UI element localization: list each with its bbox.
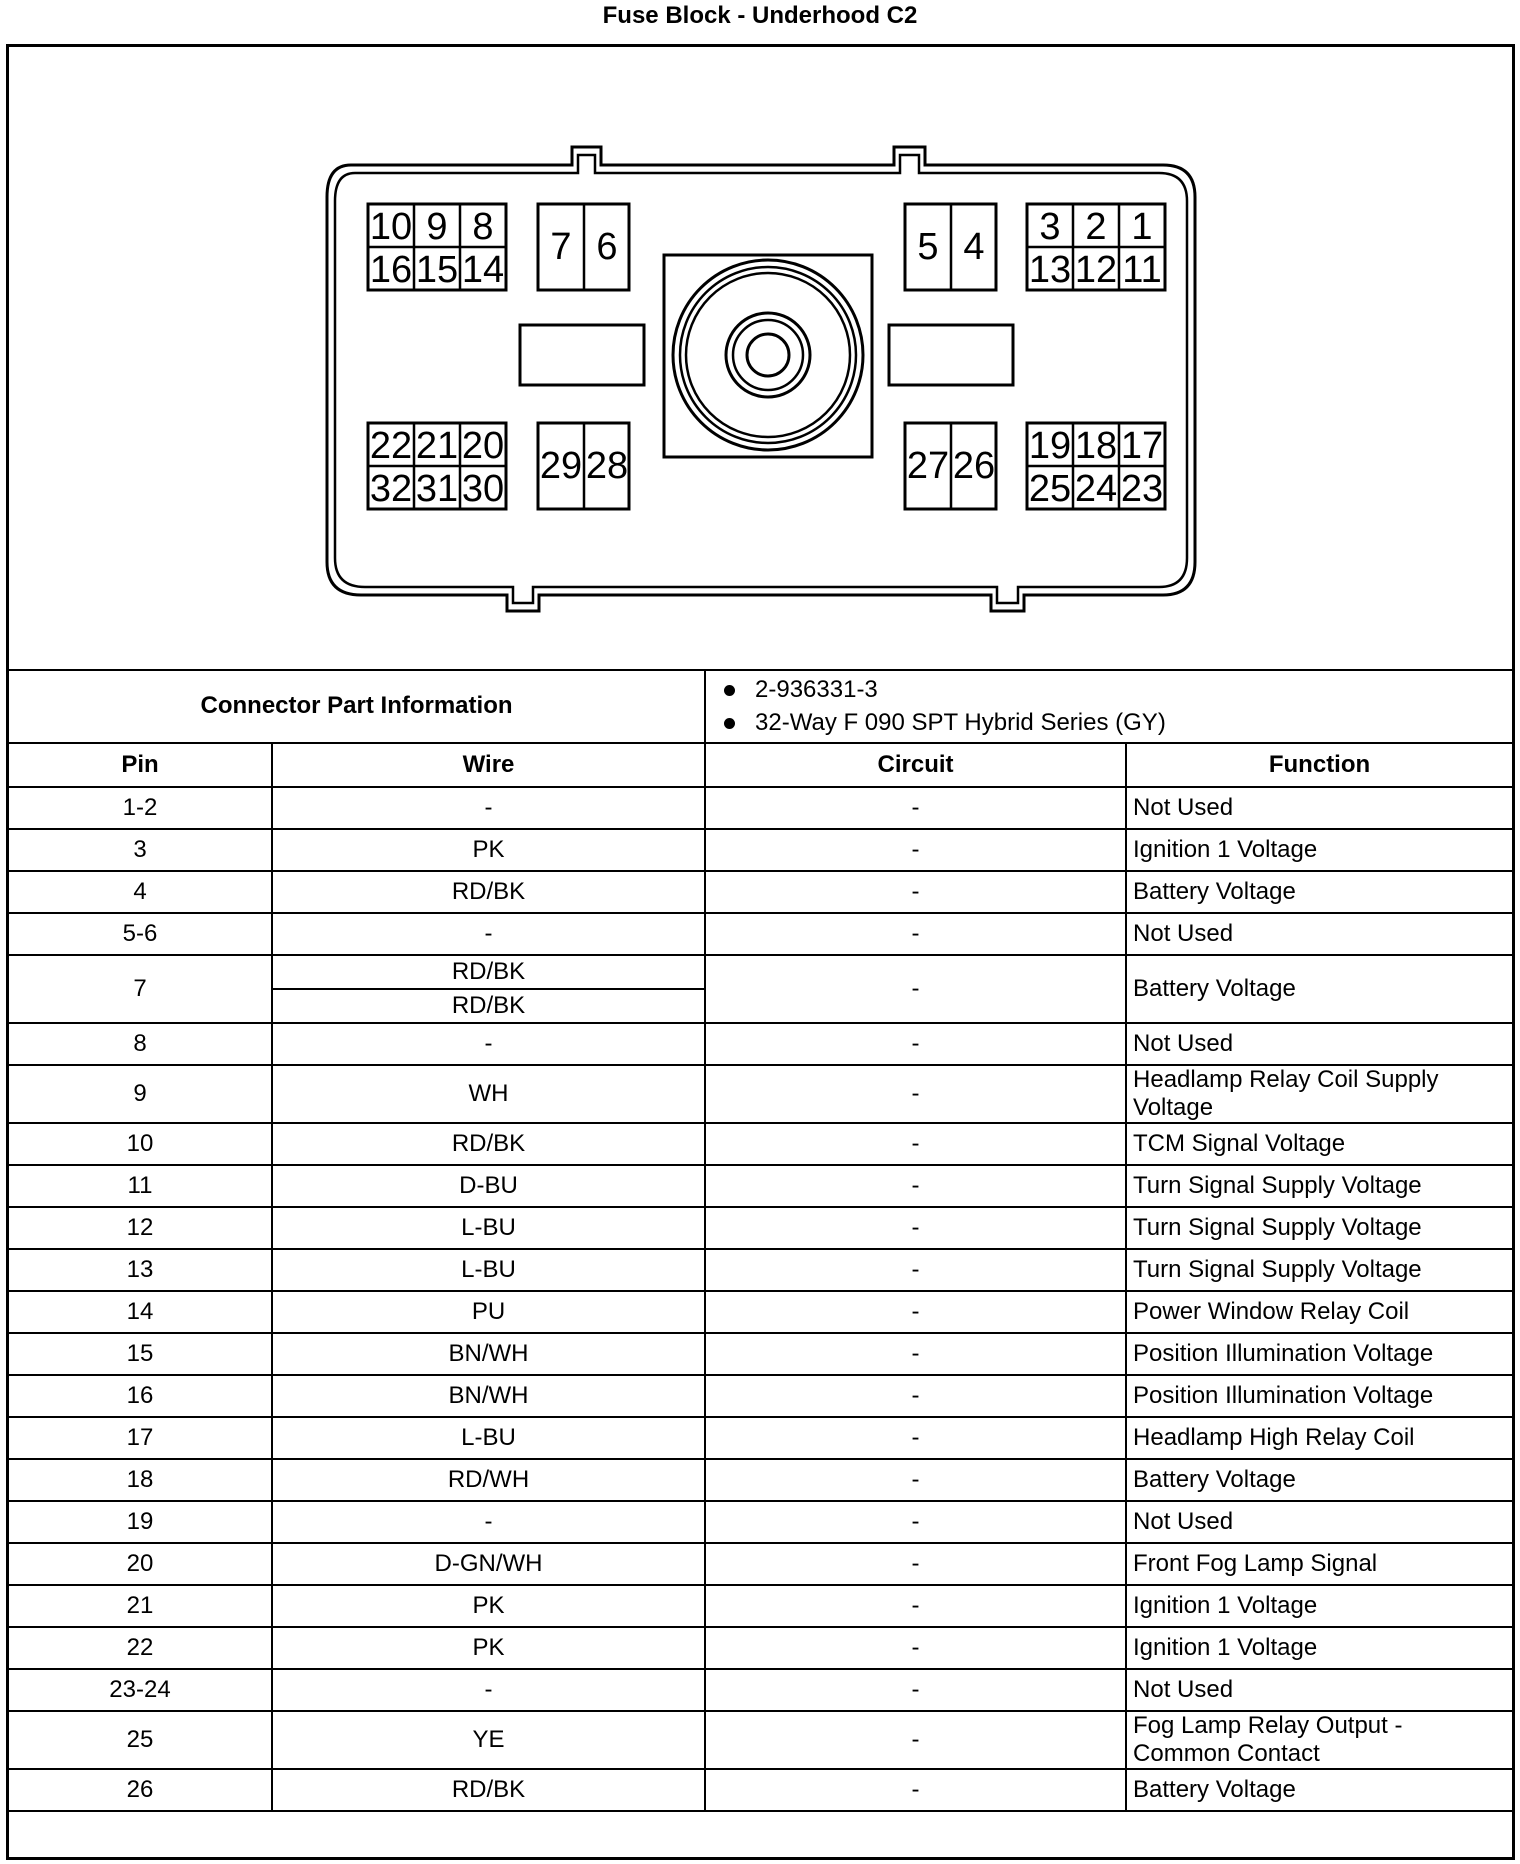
wire-cell: RD/BK [272,1769,705,1811]
cavity-label-22: 22 [369,425,413,467]
wire-cell: RD/WH [272,1459,705,1501]
boss-ring-5 [733,320,803,390]
pin-cell: 10 [9,1123,272,1165]
wire-cell: D-GN/WH [272,1543,705,1585]
table-row [9,1333,1512,1375]
pin-cell: 18 [9,1459,272,1501]
part-info-row [9,669,1512,743]
table-row [9,1459,1512,1501]
boss-ring-4 [726,313,810,397]
bullet-icon [724,685,735,696]
wire-cell: - [272,1501,705,1543]
pin-cell: 15 [9,1333,272,1375]
table-row [9,1417,1512,1459]
pin-cell: 4 [9,871,272,913]
cavity-label-4: 4 [963,226,985,268]
cavity-label-24: 24 [1074,468,1118,510]
circuit-cell: - [705,1165,1126,1207]
wire-cell: PK [272,829,705,871]
function-cell: Turn Signal Supply Voltage [1126,1207,1512,1249]
wire-cell: RD/BK [272,955,705,989]
wire-cell: - [272,787,705,829]
pin-cell: 19 [9,1501,272,1543]
pin-cell: 7 [9,955,272,1023]
wire-cell: - [272,913,705,955]
part-info-item: 2-936331-3 [724,673,1506,706]
function-cell: Turn Signal Supply Voltage [1126,1165,1512,1207]
table-row [9,1501,1512,1543]
wire-cell: D-BU [272,1165,705,1207]
cavity-label-19: 19 [1028,425,1072,467]
function-cell: Ignition 1 Voltage [1126,1585,1512,1627]
circuit-cell: - [705,871,1126,913]
function-cell: Not Used [1126,913,1512,955]
circuit-cell: - [705,1585,1126,1627]
circuit-cell: - [705,1543,1126,1585]
part-info-list [705,669,1512,743]
wire-cell: RD/BK [272,989,705,1023]
cavity-label-21: 21 [415,425,459,467]
pin-cell: 9 [9,1065,272,1123]
part-info-label: Connector Part Information [9,669,705,743]
function-cell: Battery Voltage [1126,1769,1512,1811]
function-cell: Power Window Relay Coil [1126,1291,1512,1333]
table-row [9,1065,1512,1123]
wire-cell: - [272,1023,705,1065]
wire-cell: - [272,1669,705,1711]
cavity-label-14: 14 [461,249,505,291]
table-row [9,1291,1512,1333]
boss-ring-3 [686,273,850,437]
pin-rows [9,787,1512,1811]
wire-cell: L-BU [272,1417,705,1459]
circuit-cell: - [705,787,1126,829]
pin-cell: 17 [9,1417,272,1459]
header-circuit: Circuit [705,743,1126,787]
cavity-label-28: 28 [585,445,629,487]
function-cell: Headlamp Relay Coil Supply Voltage [1126,1065,1512,1123]
pin-cell: 13 [9,1249,272,1291]
pin-cell: 25 [9,1711,272,1769]
housing-outline-outer [327,147,1195,611]
table-row [9,1711,1512,1769]
table-row [9,1543,1512,1585]
cavity-label-1: 1 [1131,206,1153,248]
cavity-label-31: 31 [415,468,459,510]
cavity-label-30: 30 [461,468,505,510]
function-cell: Not Used [1126,787,1512,829]
function-cell: Fog Lamp Relay Output - Common Contact [1126,1711,1512,1769]
cavity-label-12: 12 [1074,249,1118,291]
circuit-cell: - [705,1669,1126,1711]
pin-cell: 1-2 [9,787,272,829]
cavity-label-7: 7 [550,226,572,268]
wire-cell: L-BU [272,1249,705,1291]
table-row [9,1585,1512,1627]
cavity-label-29: 29 [539,445,583,487]
function-cell: Battery Voltage [1126,871,1512,913]
function-cell: Front Fog Lamp Signal [1126,1543,1512,1585]
function-cell: Turn Signal Supply Voltage [1126,1249,1512,1291]
circuit-cell: - [705,1459,1126,1501]
connector-diagram [9,47,1512,671]
table-row [9,829,1512,871]
wire-cell: RD/BK [272,1123,705,1165]
wire-cell: PK [272,1627,705,1669]
wire-cell: BN/WH [272,1375,705,1417]
cavity-label-2: 2 [1085,206,1107,248]
pin-cell: 21 [9,1585,272,1627]
cavity-label-9: 9 [426,206,448,248]
table-row [9,1207,1512,1249]
header-function: Function [1126,743,1512,787]
connector-sheet [6,44,1515,1860]
circuit-cell: - [705,1501,1126,1543]
pin-cell: 14 [9,1291,272,1333]
table-row [9,787,1512,829]
function-cell: Battery Voltage [1126,955,1512,1023]
wire-cell: L-BU [272,1207,705,1249]
pin-cell: 3 [9,829,272,871]
table-row [9,1375,1512,1417]
center-boss [664,255,872,457]
circuit-cell: - [705,1627,1126,1669]
header-wire: Wire [272,743,705,787]
wire-cell: RD/BK [272,871,705,913]
cavity-label-23: 23 [1120,468,1164,510]
cavity-label-20: 20 [461,425,505,467]
wire-cell: WH [272,1065,705,1123]
pin-cell: 22 [9,1627,272,1669]
circuit-cell: - [705,829,1126,871]
table-row [9,1669,1512,1711]
function-cell: Position Illumination Voltage [1126,1375,1512,1417]
pin-cell: 16 [9,1375,272,1417]
circuit-cell: - [705,955,1126,1023]
function-cell: Not Used [1126,1023,1512,1065]
table-row [9,1123,1512,1165]
cavity-label-32: 32 [369,468,413,510]
slot-right [889,325,1013,385]
header-pin: Pin [9,743,272,787]
cavity-label-5: 5 [917,226,939,268]
circuit-cell: - [705,1249,1126,1291]
table-header-row [9,743,1512,787]
table-row [9,1165,1512,1207]
cavity-label-15: 15 [415,249,459,291]
function-cell: Battery Voltage [1126,1459,1512,1501]
cavity-label-11: 11 [1122,249,1162,291]
cavity-label-17: 17 [1120,425,1164,467]
connector-face-svg [9,47,1512,669]
table-row [9,955,1512,989]
table-row [9,1627,1512,1669]
pin-cell: 26 [9,1769,272,1811]
table-row [9,913,1512,955]
pin-cell: 5-6 [9,913,272,955]
wire-cell: YE [272,1711,705,1769]
function-cell: Position Illumination Voltage [1126,1333,1512,1375]
boss-ring-2 [680,267,856,443]
cavity-label-18: 18 [1074,425,1118,467]
wire-cell: PK [272,1585,705,1627]
circuit-cell: - [705,1417,1126,1459]
page-title: Fuse Block - Underhood C2 [602,2,918,29]
pin-cell: 23-24 [9,1669,272,1711]
function-cell: Not Used [1126,1501,1512,1543]
part-info-item: 32-Way F 090 SPT Hybrid Series (GY) [724,706,1506,739]
table-row [9,1023,1512,1065]
slot-left [520,325,644,385]
cavity-label-3: 3 [1039,206,1061,248]
function-cell: Not Used [1126,1669,1512,1711]
cavity-label-6: 6 [596,226,618,268]
circuit-cell: - [705,1333,1126,1375]
circuit-cell: - [705,1291,1126,1333]
pin-cell: 12 [9,1207,272,1249]
function-cell: TCM Signal Voltage [1126,1123,1512,1165]
pin-cell: 8 [9,1023,272,1065]
circuit-cell: - [705,1065,1126,1123]
pin-cell: 11 [9,1165,272,1207]
circuit-cell: - [705,1123,1126,1165]
cavity-label-25: 25 [1028,468,1072,510]
circuit-cell: - [705,1769,1126,1811]
function-cell: Ignition 1 Voltage [1126,1627,1512,1669]
wire-cell: BN/WH [272,1333,705,1375]
cavity-label-26: 26 [952,445,996,487]
table-row [9,1249,1512,1291]
table-row [9,1769,1512,1811]
pinout-table [9,669,1512,1812]
circuit-cell: - [705,1023,1126,1065]
pin-cell: 20 [9,1543,272,1585]
boss-ring-1 [673,260,863,450]
function-cell: Ignition 1 Voltage [1126,829,1512,871]
cavity-label-16: 16 [369,249,413,291]
function-cell: Headlamp High Relay Coil [1126,1417,1512,1459]
circuit-cell: - [705,1711,1126,1769]
cavity-label-13: 13 [1028,249,1072,291]
circuit-cell: - [705,1207,1126,1249]
cavity-label-27: 27 [906,445,950,487]
boss-ring-6 [747,334,789,376]
circuit-cell: - [705,913,1126,955]
circuit-cell: - [705,1375,1126,1417]
table-row [9,871,1512,913]
bullet-icon [724,718,735,729]
cavity-label-10: 10 [369,206,413,248]
wire-cell: PU [272,1291,705,1333]
cavity-label-8: 8 [472,206,494,248]
